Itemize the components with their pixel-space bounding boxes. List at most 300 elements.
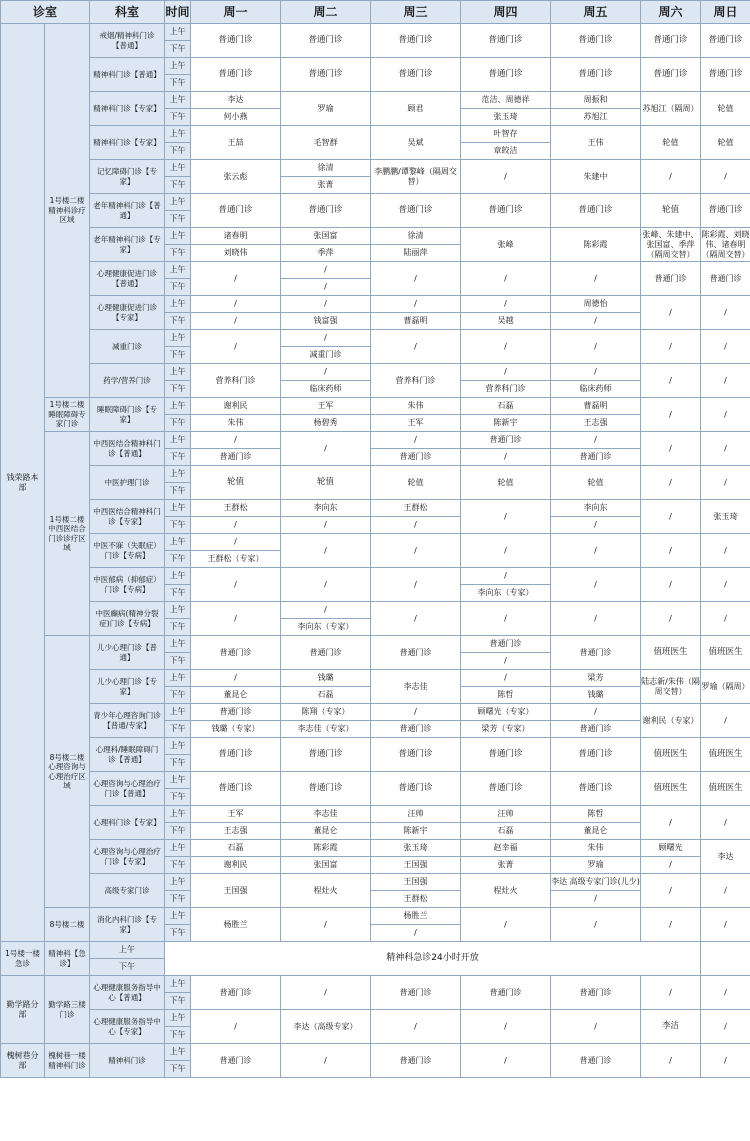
time-am: 上午 [165,908,191,925]
schedule-cell: / [641,857,701,874]
schedule-cell: / [551,568,641,602]
schedule-cell: / [371,602,461,636]
subzone-b1-emerg: 1号楼一楼急诊 [1,942,45,976]
time-am: 上午 [165,500,191,517]
schedule-cell: / [641,568,701,602]
schedule-cell: 吴越 [461,313,551,330]
schedule-cell: 王国强 [191,874,281,908]
schedule-cell: 轮值 [281,466,371,500]
schedule-cell: / [371,262,461,296]
schedule-cell: / [191,330,281,364]
dept-name: 药学/营养门诊 [90,364,165,398]
zone-qinxue: 勤学路分部 [1,976,45,1044]
schedule-cell: 陈翔（专家） [281,704,371,721]
time-pm: 下午 [165,551,191,568]
time-pm: 下午 [165,755,191,772]
schedule-cell: / [281,534,371,568]
schedule-cell: 普通门诊 [371,58,461,92]
schedule-cell: 顾曙光（专家） [461,704,551,721]
schedule-cell: 轮值 [641,194,701,228]
schedule-cell: 普通门诊 [461,58,551,92]
subzone-b1-sleep: 1号楼二楼睡眠障碍专家门诊 [45,398,90,432]
schedule-cell: 临床药师 [551,381,641,398]
schedule-cell: / [551,1010,641,1044]
schedule-cell: 普通门诊 [191,58,281,92]
time-pm: 下午 [165,517,191,534]
time-pm: 下午 [165,1061,191,1078]
schedule-cell: 普通门诊 [371,194,461,228]
schedule-cell: 王军 [191,806,281,823]
schedule-cell: 普通门诊 [701,24,750,58]
schedule-cell: 罗瑜（隔周） [701,670,750,704]
dept-name: 精神科门诊【专家】 [90,126,165,160]
schedule-cell: 董昆仑 [551,823,641,840]
schedule-cell: 朱伟 [551,840,641,857]
schedule-cell: / [191,534,281,551]
schedule-cell: 杨胜兰 [191,908,281,942]
time-pm: 下午 [165,653,191,670]
schedule-cell: / [461,534,551,568]
schedule-cell: / [641,466,701,500]
schedule-cell: / [461,1044,551,1078]
schedule-cell: 陈哲 [551,806,641,823]
dept-name: 戒烟/精神科门诊【普通】 [90,24,165,58]
schedule-cell: 周振和 [551,92,641,109]
time-pm: 下午 [165,993,191,1010]
schedule-cell: 普通门诊 [551,449,641,466]
schedule-cell: / [191,432,281,449]
schedule-cell: 营养科门诊 [191,364,281,398]
schedule-cell: 普通门诊 [281,738,371,772]
schedule-cell: / [371,296,461,313]
time-am: 上午 [165,602,191,619]
schedule-cell: 陈新宇 [371,823,461,840]
schedule-cell: 钱璐 [281,670,371,687]
time-pm: 下午 [165,891,191,908]
schedule-cell: 苏旭江 [551,109,641,126]
schedule-cell: 陆丽萍 [371,245,461,262]
header-thu: 周四 [461,1,551,24]
schedule-cell: 普通门诊 [191,449,281,466]
schedule-cell: 章皎洁 [461,143,551,160]
dept-name: 心理健康促进门诊【普通】 [90,262,165,296]
schedule-cell: 李鹏鹏/谭黎峰（隔周交替） [371,160,461,194]
time-pm: 下午 [165,75,191,92]
header-mon: 周一 [191,1,281,24]
schedule-cell: 普通门诊 [461,432,551,449]
schedule-cell: / [281,330,371,347]
schedule-cell: / [701,976,750,1010]
schedule-cell: 值班医生 [641,772,701,806]
schedule-cell: / [461,602,551,636]
dept-name: 心理健康服务指导中心【专家】 [90,1010,165,1044]
schedule-cell: / [281,908,371,942]
schedule-cell: 谢利民 [191,857,281,874]
schedule-cell: 普通门诊 [281,772,371,806]
schedule-cell: / [641,908,701,942]
time-pm: 下午 [165,823,191,840]
schedule-cell: 朱伟 [371,398,461,415]
time-am: 上午 [165,24,191,41]
schedule-cell: 罗瑜 [551,857,641,874]
schedule-cell: 毛智群 [281,126,371,160]
schedule-cell: 张菁 [281,177,371,194]
time-am: 上午 [165,840,191,857]
schedule-cell: 普通门诊 [461,636,551,653]
schedule-cell: 王群松 [191,500,281,517]
schedule-cell: 陈彩霞 [551,228,641,262]
dept-name: 中医癫病(精神分裂症)门诊【专病】 [90,602,165,636]
dept-name: 心理健康促进门诊【专家】 [90,296,165,330]
header-sun: 周日 [701,1,750,24]
schedule-cell: / [701,432,750,466]
schedule-cell: 普通门诊 [551,738,641,772]
schedule-cell: / [641,500,701,534]
schedule-cell: / [641,976,701,1010]
schedule-cell: 李志佳（专家） [281,721,371,738]
schedule-cell: 普通门诊 [281,24,371,58]
schedule-cell: / [191,670,281,687]
schedule-cell: 普通门诊 [371,976,461,1010]
time-am: 上午 [165,58,191,75]
schedule-cell: 普通门诊 [551,636,641,670]
schedule-cell: 程灶火 [461,874,551,908]
schedule-cell: / [641,364,701,398]
time-am: 上午 [165,1010,191,1027]
schedule-cell: 苏旭江（隔周） [641,92,701,126]
schedule-cell: / [461,364,551,381]
schedule-cell: 王群松 [371,891,461,908]
time-am: 上午 [165,738,191,755]
schedule-cell: 石磊 [461,398,551,415]
time-pm: 下午 [165,585,191,602]
schedule-cell: 张国富 [281,857,371,874]
schedule-cell: / [551,330,641,364]
emergency-notice: 精神科急诊24小时开放 [165,942,701,976]
schedule-cell: 普通门诊 [371,738,461,772]
schedule-cell: 顾曙光 [641,840,701,857]
time-am: 上午 [165,228,191,245]
schedule-cell: / [461,670,551,687]
schedule-cell: 普通门诊 [191,194,281,228]
schedule-cell: / [551,262,641,296]
schedule-cell: 普通门诊 [551,772,641,806]
schedule-cell: / [281,1044,371,1078]
dept-name: 减重门诊 [90,330,165,364]
schedule-cell: 普通门诊 [641,24,701,58]
dept-name: 儿少心理门诊【普通】 [90,636,165,670]
subzone-b1-tcm: 1号楼二楼中西医结合门诊诊疗区域 [45,432,90,636]
schedule-cell: / [551,602,641,636]
schedule-cell: 汪帅 [461,806,551,823]
schedule-cell: / [281,432,371,466]
schedule-cell: 普通门诊 [281,636,371,670]
schedule-cell: 普通门诊 [551,1044,641,1078]
schedule-cell: 石磊 [281,687,371,704]
dept-name: 老年精神科门诊【专家】 [90,228,165,262]
schedule-cell: / [551,432,641,449]
schedule-cell: 普通门诊 [191,976,281,1010]
time-pm: 下午 [165,619,191,636]
schedule-cell: 徐清 [371,228,461,245]
schedule-cell: 张峰 [461,228,551,262]
schedule-cell: 刘晓伟 [191,245,281,262]
subzone-qinxue-f3: 勤学路三楼门诊 [45,976,90,1044]
dept-name: 精神科门诊 [90,1044,165,1078]
schedule-cell: 李洁 [641,1010,701,1044]
time-am: 上午 [165,432,191,449]
schedule-cell: / [641,874,701,908]
schedule-cell: 赵幸福 [461,840,551,857]
schedule-cell: 李向东（专家） [281,619,371,636]
schedule-cell: 轮值 [191,466,281,500]
time-am: 上午 [90,942,165,959]
schedule-cell: / [371,517,461,534]
schedule-cell: 王喆 [191,126,281,160]
schedule-cell: 普通门诊 [701,194,750,228]
schedule-cell: 张云彪 [191,160,281,194]
schedule-cell: / [461,1010,551,1044]
time-am: 上午 [165,330,191,347]
schedule-cell: / [641,160,701,194]
schedule-cell: 张菁 [461,857,551,874]
dept-name: 中医不寐（失眠症）门诊【专病】 [90,534,165,568]
schedule-cell: 钱璐 [551,687,641,704]
schedule-cell: 轮值 [641,126,701,160]
schedule-cell: / [551,534,641,568]
schedule-cell: / [641,1044,701,1078]
schedule-cell: 普通门诊 [371,24,461,58]
schedule-cell: / [191,1010,281,1044]
subzone-b8-f2: 8号楼二楼 [45,908,90,942]
dept-name: 睡眠障碍门诊【专家】 [90,398,165,432]
schedule-cell: 石磊 [461,823,551,840]
schedule-cell: 王群松（专家） [191,551,281,568]
schedule-cell: 程灶火 [281,874,371,908]
dept-name: 中西医结合精神科门诊【专家】 [90,500,165,534]
schedule-cell: 陈彩霞、刘晓伟、诸春明（隔周交替） [701,228,750,262]
schedule-cell: 值班医生 [701,738,750,772]
schedule-cell: 减重门诊 [281,347,371,364]
schedule-cell: / [371,432,461,449]
time-am: 上午 [165,976,191,993]
schedule-cell: / [701,534,750,568]
header-dept: 科室 [90,1,165,24]
time-pm: 下午 [165,925,191,942]
dept-name: 心理科/睡眠障碍门诊【普通】 [90,738,165,772]
dept-name: 青少年心理咨询门诊【普通/专家】 [90,704,165,738]
time-am: 上午 [165,262,191,279]
schedule-cell: / [191,568,281,602]
schedule-cell: 陈新宇 [461,415,551,432]
schedule-cell: 张峰、朱建中、张国富、季萍（隔周交替） [641,228,701,262]
schedule-cell: 朱伟 [191,415,281,432]
schedule-cell: / [641,534,701,568]
time-am: 上午 [165,92,191,109]
schedule-cell: 周德怡 [551,296,641,313]
schedule-cell: 王国强 [371,874,461,891]
dept-name: 高级专家门诊 [90,874,165,908]
schedule-cell: 普通门诊 [191,636,281,670]
schedule-cell: 谢利民（专家） [641,704,701,738]
schedule-cell: 李向东（专家） [461,585,551,602]
schedule-cell: 普通门诊 [191,738,281,772]
schedule-cell: 普通门诊 [551,24,641,58]
schedule-cell: 王群松 [371,500,461,517]
schedule-cell: 李达 [191,92,281,109]
schedule-cell: 顾君 [371,92,461,126]
schedule-cell: 陆志新/朱伟（隔周交替） [641,670,701,704]
time-pm: 下午 [165,1027,191,1044]
schedule-cell: 李志佳 [281,806,371,823]
dept-name: 心理咨询与心理治疗门诊【专家】 [90,840,165,874]
schedule-cell: 李达 高级专家门诊(儿少) [551,874,641,891]
schedule-cell: 普通门诊 [551,721,641,738]
schedule-cell: / [641,432,701,466]
subzone-b1-psych: 1号楼二楼精神科诊疗区域 [45,24,90,398]
time-am: 上午 [165,704,191,721]
schedule-cell: 谢利民 [191,398,281,415]
schedule-cell: 普通门诊 [191,704,281,721]
schedule-cell: 普通门诊 [551,58,641,92]
dept-name: 心理健康服务指导中心【普通】 [90,976,165,1010]
time-am: 上午 [165,194,191,211]
schedule-cell: 普通门诊 [191,772,281,806]
time-am: 上午 [165,364,191,381]
schedule-cell: 普通门诊 [641,262,701,296]
dept-name: 精神科门诊【普通】 [90,58,165,92]
schedule-cell: / [461,160,551,194]
schedule-cell: 普通门诊 [281,58,371,92]
dept-name: 儿少心理门诊【专家】 [90,670,165,704]
schedule-cell: / [281,602,371,619]
schedule-cell: / [701,602,750,636]
schedule-cell: 梁芳 [551,670,641,687]
schedule-cell: / [281,262,371,279]
time-pm: 下午 [165,449,191,466]
time-pm: 下午 [165,721,191,738]
header-sat: 周六 [641,1,701,24]
schedule-cell: 普通门诊 [461,772,551,806]
schedule-cell: / [191,296,281,313]
schedule-cell: / [641,806,701,840]
schedule-cell: 李达 [701,840,750,874]
schedule-cell: / [461,296,551,313]
dept-name: 老年精神科门诊【普通】 [90,194,165,228]
schedule-cell: / [461,908,551,942]
schedule-cell: / [551,891,641,908]
schedule-cell: 普通门诊 [281,194,371,228]
schedule-cell: / [701,1044,750,1078]
schedule-cell: 徐清 [281,160,371,177]
schedule-cell: 临床药师 [281,381,371,398]
schedule-cell: 杨胜兰 [371,908,461,925]
time-pm: 下午 [165,211,191,228]
schedule-cell: 李向东 [551,500,641,517]
time-pm: 下午 [165,687,191,704]
schedule-cell: 王国强 [371,857,461,874]
schedule-cell: / [461,500,551,534]
time-pm: 下午 [165,483,191,500]
schedule-cell: / [281,279,371,296]
schedule-cell: / [461,262,551,296]
zone-huaishuxiang: 槐树巷分部 [1,1044,45,1078]
schedule-cell: / [641,330,701,364]
schedule-cell: / [281,568,371,602]
time-am: 上午 [165,772,191,789]
time-am: 上午 [165,296,191,313]
schedule-cell: / [551,313,641,330]
schedule-cell: 王军 [281,398,371,415]
header-tue: 周二 [281,1,371,24]
time-pm: 下午 [165,313,191,330]
schedule-cell: 普通门诊 [371,449,461,466]
time-am: 上午 [165,398,191,415]
schedule-cell: / [371,704,461,721]
schedule-cell: / [191,602,281,636]
schedule-cell: / [461,330,551,364]
schedule-cell: 营养科门诊 [461,381,551,398]
schedule-cell: 值班医生 [701,772,750,806]
schedule-cell: 普通门诊 [371,772,461,806]
time-am: 上午 [165,1044,191,1061]
schedule-cell: 王伟 [551,126,641,160]
schedule-cell: 普通门诊 [191,24,281,58]
schedule-cell: / [701,398,750,432]
schedule-cell: 普通门诊 [551,194,641,228]
dept-name: 记忆障碍门诊【专家】 [90,160,165,194]
schedule-cell: 吴斌 [371,126,461,160]
schedule-cell: / [701,330,750,364]
schedule-cell: 普通门诊 [371,1044,461,1078]
time-am: 上午 [165,160,191,177]
dept-name: 心理咨询与心理治疗门诊【普通】 [90,772,165,806]
schedule-cell: 曹磊明 [371,313,461,330]
schedule-cell: / [461,568,551,585]
schedule-cell: / [371,534,461,568]
time-pm: 下午 [165,177,191,194]
schedule-cell: 普通门诊 [701,58,750,92]
schedule-cell: 王志强 [191,823,281,840]
schedule-cell: 范洁、周德祥 [461,92,551,109]
schedule-cell: 李达（高级专家） [281,1010,371,1044]
schedule-cell: 轮值 [551,466,641,500]
time-pm: 下午 [165,245,191,262]
schedule-cell: / [281,296,371,313]
schedule-cell: 普通门诊 [461,24,551,58]
dept-name: 精神科【急诊】 [45,942,90,976]
zone-qianrong: 钱荣路本部 [1,24,45,942]
dept-name: 中西医结合精神科门诊【普通】 [90,432,165,466]
schedule-cell: / [701,296,750,330]
schedule-cell: 曹磊明 [551,398,641,415]
time-pm: 下午 [165,41,191,58]
schedule-cell: 普通门诊 [191,1044,281,1078]
schedule-cell: / [191,262,281,296]
schedule-cell: / [371,330,461,364]
schedule-cell: 朱建中 [551,160,641,194]
schedule-cell: 王志强 [551,415,641,432]
schedule-cell: 张玉琦 [461,109,551,126]
header-wed: 周三 [371,1,461,24]
time-am: 上午 [165,670,191,687]
schedule-cell: 值班医生 [641,636,701,670]
schedule-cell: 营养科门诊 [371,364,461,398]
schedule-cell: 普通门诊 [641,58,701,92]
schedule-cell: / [461,449,551,466]
time-pm: 下午 [165,279,191,296]
schedule-cell: 诸春明 [191,228,281,245]
